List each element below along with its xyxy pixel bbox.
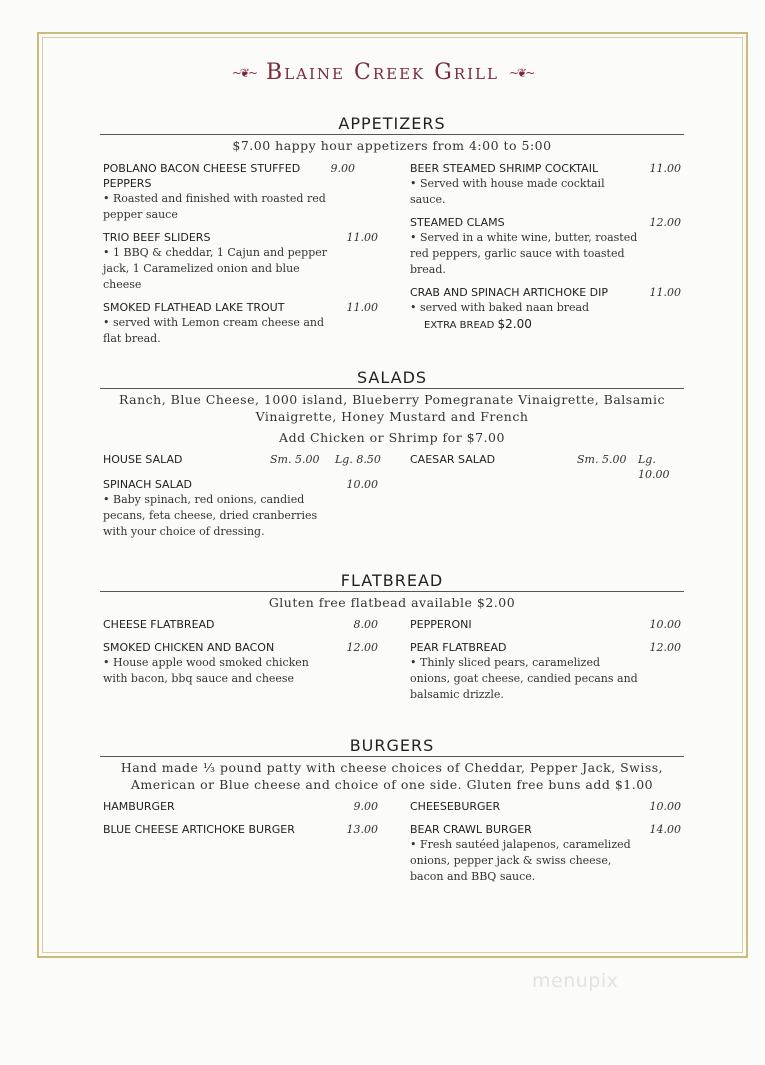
item-price-large: Lg. 8.50 [335, 453, 381, 466]
item-name: STEAMED CLAMS [410, 216, 505, 229]
item-description: • Served with house made cocktail sauce. [410, 177, 605, 206]
menu-item [410, 640, 686, 703]
item-name: SPINACH SALAD [103, 478, 192, 491]
extra-bread-line [410, 317, 686, 331]
item-name: PEAR FLATBREAD [410, 641, 507, 654]
item-name: PEPPERONI [410, 618, 472, 631]
item-name: HAMBURGER [103, 800, 175, 813]
menu-item [410, 452, 686, 481]
item-name: HOUSE SALAD [103, 453, 183, 466]
salads-addon-note: Add Chicken or Shrimp for $7.00 [279, 430, 505, 445]
item-price: 11.00 [649, 162, 681, 175]
menu-item [103, 230, 383, 293]
item-price: 10.00 [649, 800, 681, 813]
menu-item [410, 215, 686, 278]
menu-item [410, 799, 686, 814]
item-price: 10.00 [346, 478, 378, 491]
watermark-text: menupix [532, 970, 619, 992]
restaurant-name: Blaine Creek Grill [266, 60, 499, 85]
menu-header [0, 60, 765, 85]
extra-bread-price: $2.00 [497, 317, 532, 331]
item-name: CAESAR SALAD [410, 453, 496, 466]
item-name: TRIO BEEF SLIDERS [103, 231, 211, 244]
menu-item [103, 477, 383, 540]
left-flourish-icon: ~❦~ [231, 65, 257, 80]
salads-section [100, 368, 684, 538]
item-description: • House apple wood smoked chicken with bacon, bbq sauce and cheese [103, 656, 309, 685]
item-name: SMOKED FLATHEAD LAKE TROUT [103, 301, 285, 314]
flatbread-note: Gluten free flatbead available $2.00 [268, 595, 516, 610]
item-price: 9.00 [353, 800, 378, 813]
item-price-small: Sm. 5.00 [577, 453, 627, 466]
menu-item [410, 161, 686, 208]
item-description: • Served in a white wine, butter, roasted red peppers, garlic sauce with toasted bread. [410, 231, 638, 276]
item-description: • Thinly sliced pears, caramelized onions, goat cheese, candied pecans and balsamic drizzle. [410, 656, 638, 701]
menu-item [103, 822, 383, 837]
extra-bread-label: EXTRA BREAD [424, 320, 495, 331]
right-flourish-icon: ~❦~ [508, 65, 534, 80]
appetizers-note: $7.00 happy hour appetizers from 4:00 to 5:00 [232, 138, 552, 153]
menu-item [103, 300, 383, 347]
flatbread-section [100, 571, 684, 701]
item-price-small: Sm. 5.00 [270, 453, 320, 466]
burgers-note: Hand made ⅓ pound patty with cheese choices of Cheddar, Pepper Jack, Swiss, American or Blue cheese and choice of one side. Gluten free buns add $1.00 [120, 760, 664, 792]
item-name: CRAB AND SPINACH ARTICHOKE DIP [410, 286, 608, 299]
item-name: BEAR CRAWL BURGER [410, 823, 532, 836]
item-price: 12.00 [649, 216, 681, 229]
item-price: 8.00 [353, 618, 378, 631]
item-price: 11.00 [346, 231, 378, 244]
burgers-section [100, 736, 684, 883]
menu-item [103, 452, 383, 470]
item-description: • Baby spinach, red onions, candied pecans, feta cheese, dried cranberries with your choice of dressing. [103, 493, 318, 538]
item-price: 12.00 [649, 641, 681, 654]
item-name: BEER STEAMED SHRIMP COCKTAIL [410, 162, 599, 175]
menu-item [410, 285, 686, 331]
item-name: POBLANO BACON CHEESE STUFFED PEPPERS [103, 162, 301, 190]
item-price: 13.00 [346, 823, 378, 836]
item-price-large: Lg. 10.00 [638, 453, 670, 481]
item-description: • 1 BBQ & cheddar, 1 Cajun and pepper jack, 1 Caramelized onion and blue cheese [103, 246, 328, 291]
item-description: • served with Lemon cream cheese and flat bread. [103, 316, 325, 345]
item-name: BLUE CHEESE ARTICHOKE BURGER [103, 823, 295, 836]
menu-item [103, 799, 383, 814]
item-price: 14.00 [649, 823, 681, 836]
menu-item [103, 617, 383, 632]
burgers-title: BURGERS [100, 737, 684, 757]
menu-item [103, 161, 383, 223]
item-price: 11.00 [346, 301, 378, 314]
menu-item [410, 617, 686, 632]
salads-title: SALADS [100, 369, 684, 389]
appetizers-title: APPETIZERS [100, 115, 684, 135]
item-description: • Roasted and finished with roasted red pepper sauce [103, 192, 326, 221]
item-price: 12.00 [346, 641, 378, 654]
item-price: 9.00 [330, 162, 355, 175]
item-name: CHEESE FLATBREAD [103, 618, 215, 631]
item-description: • Fresh sautéed jalapenos, caramelized onions, pepper jack & swiss cheese, bacon and BBQ sauce. [410, 838, 631, 883]
item-price: 10.00 [649, 618, 681, 631]
flatbread-title: FLATBREAD [100, 572, 684, 592]
salads-dressings-note: Ranch, Blue Cheese, 1000 island, Blueberry Pomegranate Vinaigrette, Balsamic Vinaigrette, Honey Mustard and French [118, 392, 666, 424]
menu-item [103, 640, 383, 687]
item-name: SMOKED CHICKEN AND BACON [103, 641, 275, 654]
item-name: CHEESEBURGER [410, 800, 501, 813]
item-price: 11.00 [649, 286, 681, 299]
menu-item [410, 822, 686, 885]
appetizers-section [100, 114, 684, 345]
item-description: • served with baked naan bread [410, 301, 590, 314]
